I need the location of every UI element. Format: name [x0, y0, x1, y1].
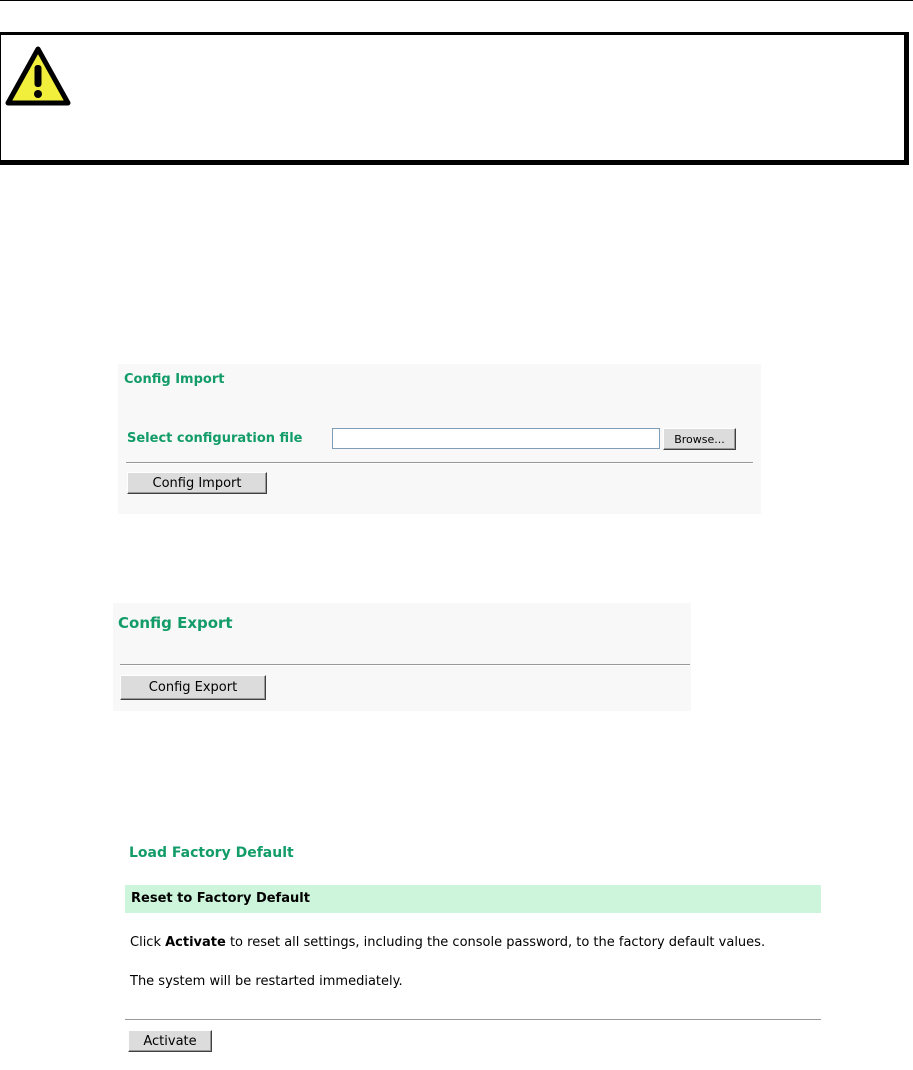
config-file-input[interactable] — [332, 428, 660, 449]
warning-box — [0, 32, 909, 165]
warning-icon — [5, 45, 71, 107]
select-config-file-label: Select configuration file — [127, 431, 303, 446]
top-rule — [0, 0, 913, 1]
factory-default-description — [130, 935, 765, 950]
config-export-title: Config Export — [118, 614, 233, 632]
activate-button[interactable]: Activate — [128, 1030, 212, 1052]
config-import-panel — [118, 364, 761, 514]
divider — [125, 1019, 821, 1021]
config-export-button[interactable]: Config Export — [120, 675, 266, 700]
load-factory-default-title: Load Factory Default — [129, 845, 294, 861]
browse-button[interactable]: Browse... — [663, 428, 736, 450]
config-export-panel — [113, 603, 691, 711]
config-import-button[interactable]: Config Import — [127, 472, 267, 494]
activate-keyword: Activate — [165, 935, 226, 950]
desc-suffix: to reset all settings, including the console password, to the factory default values. — [225, 935, 766, 950]
restart-note: The system will be restarted immediately. — [130, 974, 403, 989]
desc-prefix: Click — [130, 935, 166, 950]
config-import-title: Config Import — [124, 372, 225, 387]
reset-to-factory-default-bar: Reset to Factory Default — [125, 885, 821, 913]
divider — [120, 664, 690, 666]
divider — [126, 462, 753, 464]
